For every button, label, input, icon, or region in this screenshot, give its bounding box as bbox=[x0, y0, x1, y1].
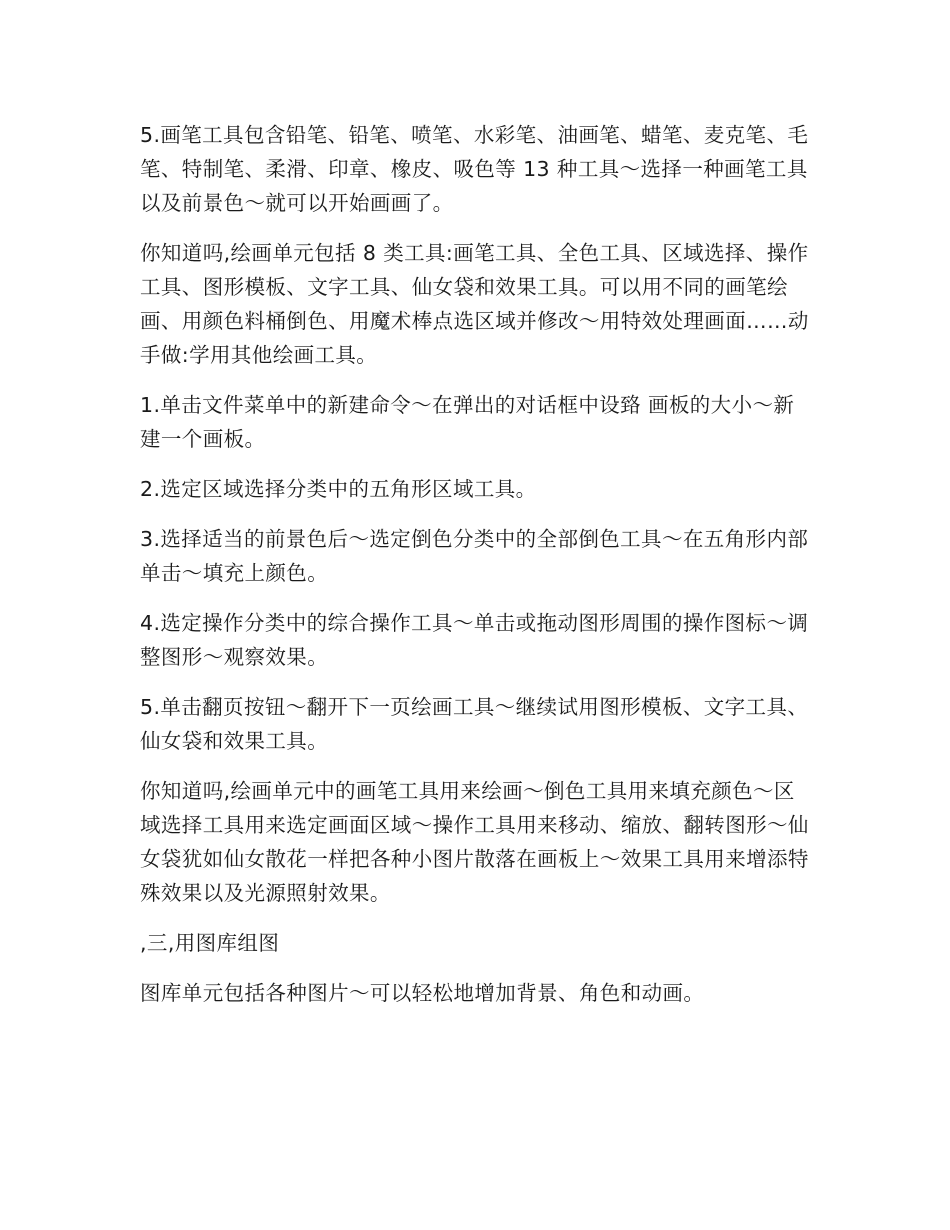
paragraph-gallery-intro: 图库单元包括各种图片～可以轻松地增加背景、角色和动画。 bbox=[140, 981, 705, 1005]
paragraph-step-5: 5.单击翻页按钮～翻开下一页绘画工具～继续试用图形模板、文字工具、仙女袋和效果工具。 bbox=[140, 695, 809, 753]
paragraph-step-4: 4.选定操作分类中的综合操作工具～单击或拖动图形周围的操作图标～调整图形～观察效果。 bbox=[140, 611, 809, 669]
document-body bbox=[140, 118, 812, 1026]
paragraph-brush-tools: 5.画笔工具包含铅笔、铅笔、喷笔、水彩笔、油画笔、蜡笔、麦克笔、毛笔、特制笔、柔滑、印章、橡皮、吸色等 13 种工具～选择一种画笔工具以及前景色～就可以开始画画了。 bbox=[140, 123, 809, 215]
paragraph-step-2: 2.选定区域选择分类中的五角形区域工具。 bbox=[140, 477, 537, 501]
paragraph-step-1: 1.单击文件菜单中的新建命令～在弹出的对话框中设臵 画板的大小～新建一个画板。 bbox=[140, 393, 795, 451]
paragraph-tool-summary: 你知道吗,绘画单元中的画笔工具用来绘画～倒色工具用来填充颜色～区域选择工具用来选定画面区域～操作工具用来移动、缩放、翻转图形～仙女袋犹如仙女散花一样把各种小图片散落在画板上～效果工具用来增添特殊效果以及光源照射效果。 bbox=[140, 779, 809, 905]
paragraph-step-3: 3.选择适当的前景色后～选定倒色分类中的全部倒色工具～在五角形内部单击～填充上颜色。 bbox=[140, 527, 809, 585]
section-heading: ,三,用图库组图 bbox=[140, 931, 280, 955]
paragraph-tool-categories: 你知道吗,绘画单元包括 8 类工具:画笔工具、全色工具、区域选择、操作工具、图形模板、文字工具、仙女袋和效果工具。可以用不同的画笔绘画、用颜色料桶倒色、用魔术棒点选区域并修改～用特效处理画面……动手做:学用其他绘画工具。 bbox=[140, 241, 809, 367]
